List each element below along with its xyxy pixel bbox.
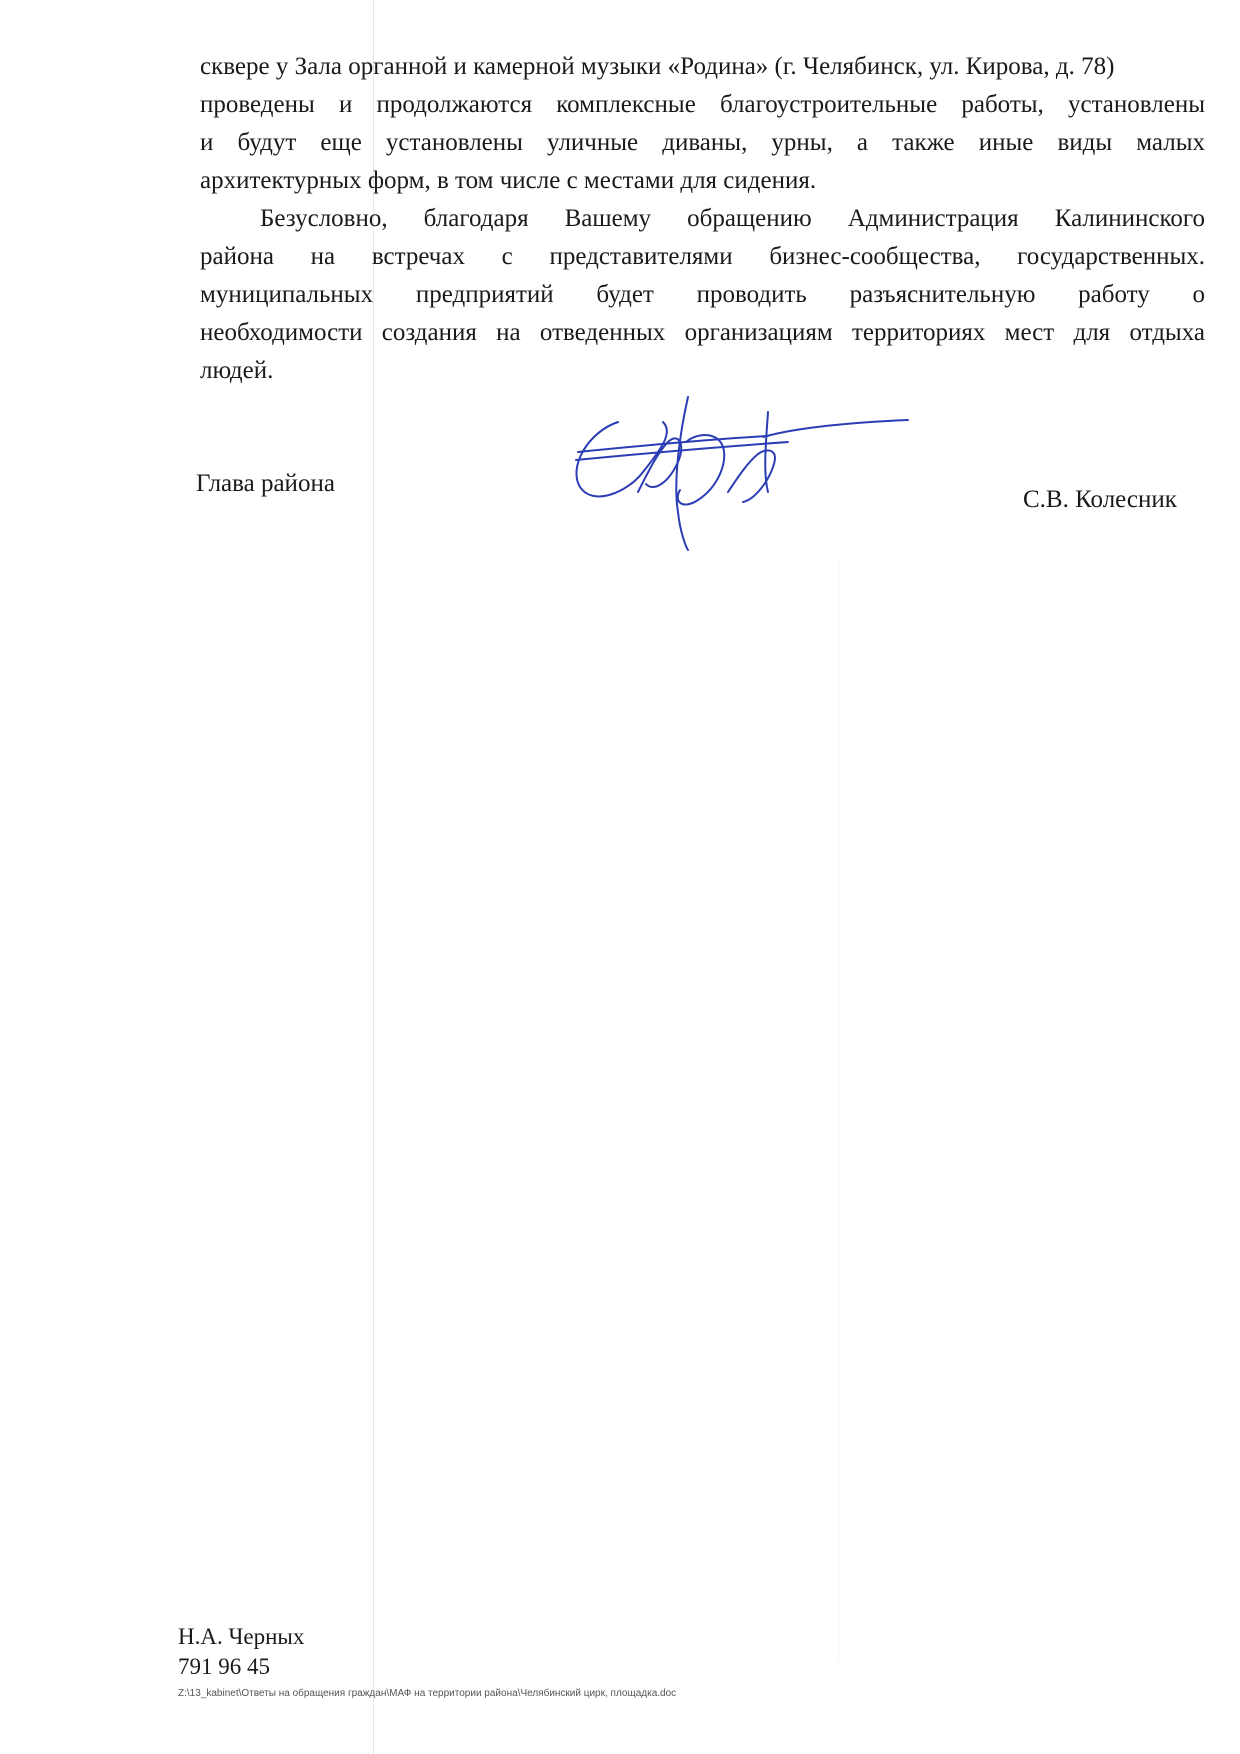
executor-info xyxy=(178,1622,304,1682)
handwritten-signature xyxy=(568,392,916,552)
text-line: муниципальных предприятий будет проводить разъяснительную работу о xyxy=(200,281,1205,308)
text-line: скверe у Зала органной и камерной музыки «Родина» (г. Челябинск, ул. Кирова, д. 78) xyxy=(200,53,1115,80)
text-line: архитектурных форм, в том числе с местами для сидения. xyxy=(200,167,817,194)
text-line: людей. xyxy=(200,357,274,384)
text-line: проведены и продолжаются комплексные благоустроительные работы, установлены xyxy=(200,91,1205,118)
executor-phone: 791 96 45 xyxy=(178,1654,270,1679)
executor-name: Н.А. Черных xyxy=(178,1624,305,1649)
scan-artifact-line xyxy=(838,560,839,1660)
text-line: и будут еще установлены уличные диваны, урны, а также иные виды малых xyxy=(200,129,1205,156)
signatory-name: С.В. Колесник xyxy=(1023,486,1177,513)
document-file-path: Z:\13_kabinet\Ответы на обращения граждан\МАФ на территории района\Челябинский цирк, площадка.doc xyxy=(178,1688,677,1699)
signatory-position: Глава района xyxy=(196,470,335,497)
letter-paragraph-1 xyxy=(200,48,1205,200)
text-line: района на встречах с представителями бизнес-сообщества, государственных. xyxy=(200,243,1205,270)
letter-paragraph-2 xyxy=(200,200,1205,390)
text-line: Безусловно, благодаря Вашему обращению Администрация Калининского xyxy=(260,205,1205,232)
text-line: необходимости создания на отведенных организациям территориях мест для отдыха xyxy=(200,319,1205,346)
